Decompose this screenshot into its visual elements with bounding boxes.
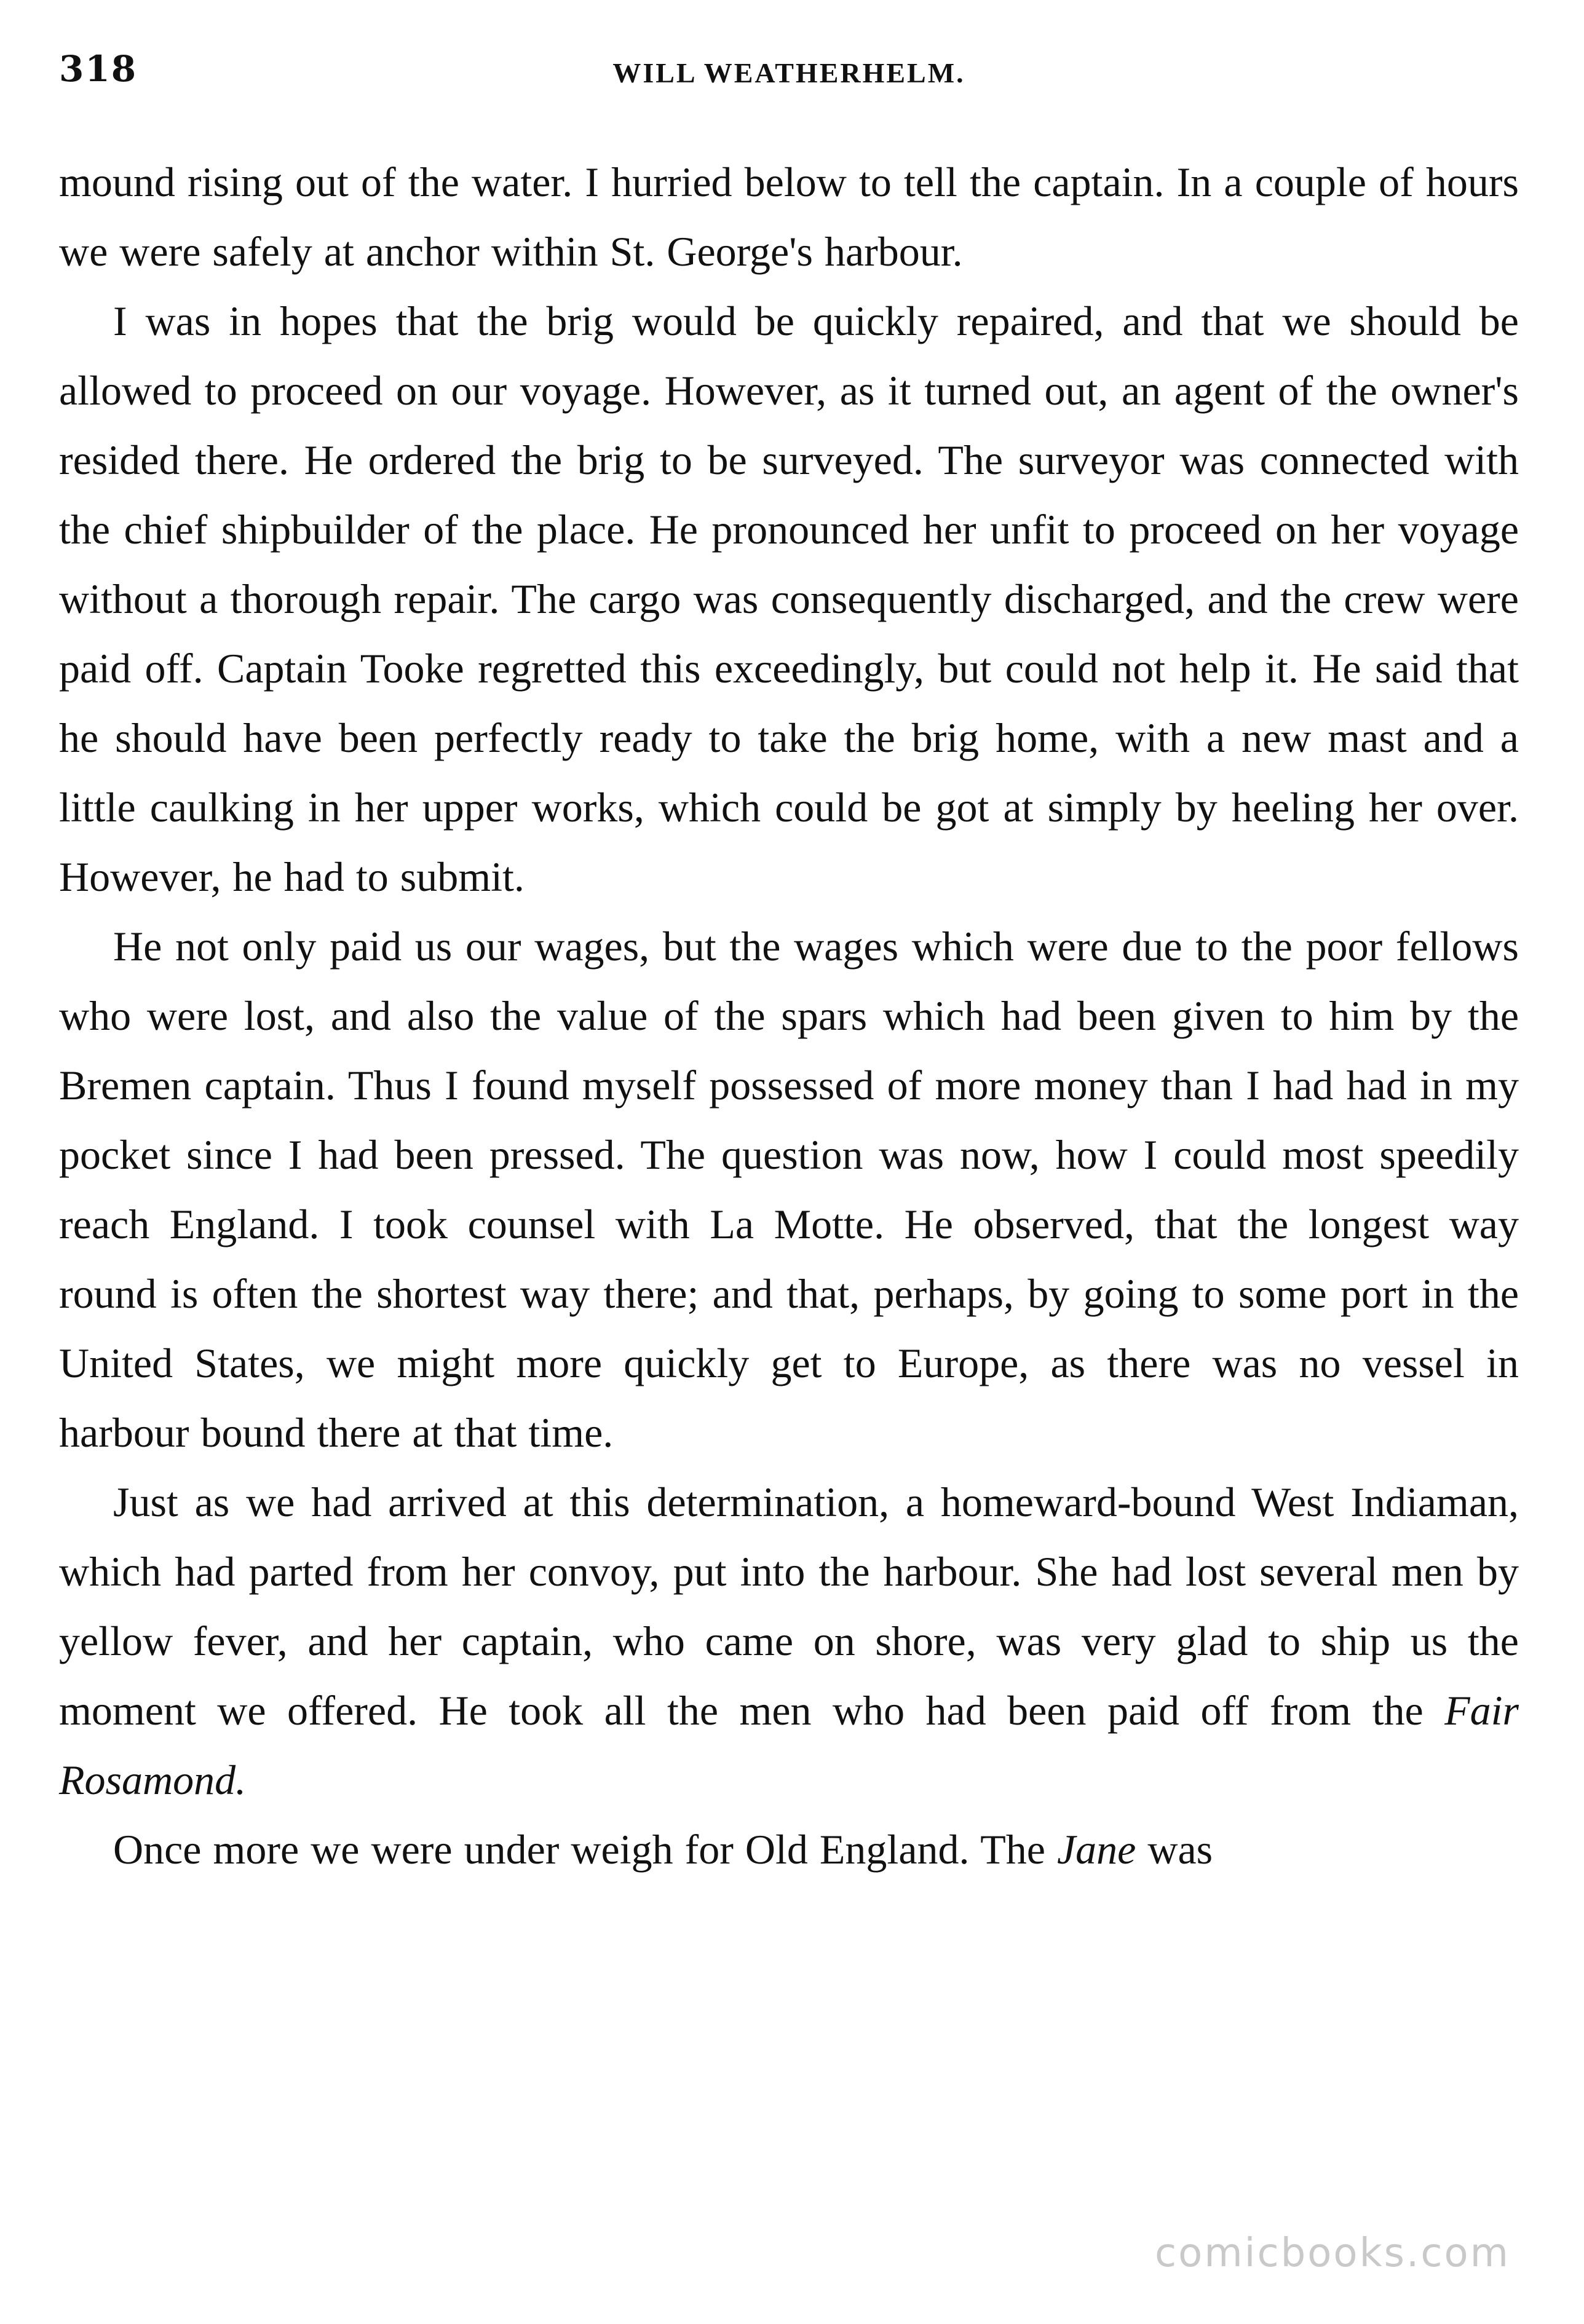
- paragraph-continuation: mound rising out of the water. I hurried below to tell the captain. In a couple of hours we were safely at anchor within St. George's harbour.: [59, 159, 1519, 275]
- body-text: [59, 148, 1519, 1884]
- paragraph-text: Just as we had arrived at this determination, a homeward-bound West Indiaman, which had parted from her convoy, put into the harbour. She had lost several men by yellow fever, and her captain, who came on shore, was very glad to ship us the moment we offered. He took all the men who had been paid off from the: [59, 1479, 1519, 1734]
- watermark: comicbooks.com: [1154, 2231, 1510, 2276]
- book-page: [59, 0, 1519, 2324]
- paragraph: [59, 1815, 1519, 1884]
- paragraph: I was in hopes that the brig would be quickly repaired, and that we should be allowed to proceed on our voyage. However, as it turned out, an agent of the owner's resided there. He ordered the brig to be surveyed. The surveyor was connected with the chief shipbuilder of the place. He pronounced her unfit to proceed on her voyage without a thorough repair. The cargo was consequently discharged, and the crew were paid off. Captain Tooke regretted this exceedingly, but could not help it. He said that he should have been perfectly ready to take the brig home, with a new mast and a little caulking in her upper works, which could be got at simply by heeling her over. However, he had to submit.: [59, 298, 1519, 900]
- running-head: WILL WEATHERHELM.: [612, 57, 965, 89]
- ship-name-italic: Fair Rosamond.: [59, 1687, 1519, 1803]
- ship-name-italic: Jane: [1057, 1826, 1136, 1873]
- page-header: [59, 48, 1519, 103]
- paragraph-text: was: [1136, 1826, 1213, 1873]
- paragraph: He not only paid us our wages, but the wages which were due to the poor fellows who were lost, and also the value of the spars which had been given to him by the Bremen captain. Thus I found myself possessed of more money than I had had in my pocket since I had been pressed. The question was now, how I could most speedily reach England. I took counsel with La Motte. He observed, that the longest way round is often the shortest way there; and that, perhaps, by going to some port in the United States, we might more quickly get to Europe, as there was no vessel in harbour bound there at that time.: [59, 923, 1519, 1456]
- paragraph: [59, 1468, 1519, 1815]
- page-number: 318: [59, 48, 138, 90]
- paragraph-text: Once more we were under weigh for Old England. The: [113, 1826, 1057, 1873]
